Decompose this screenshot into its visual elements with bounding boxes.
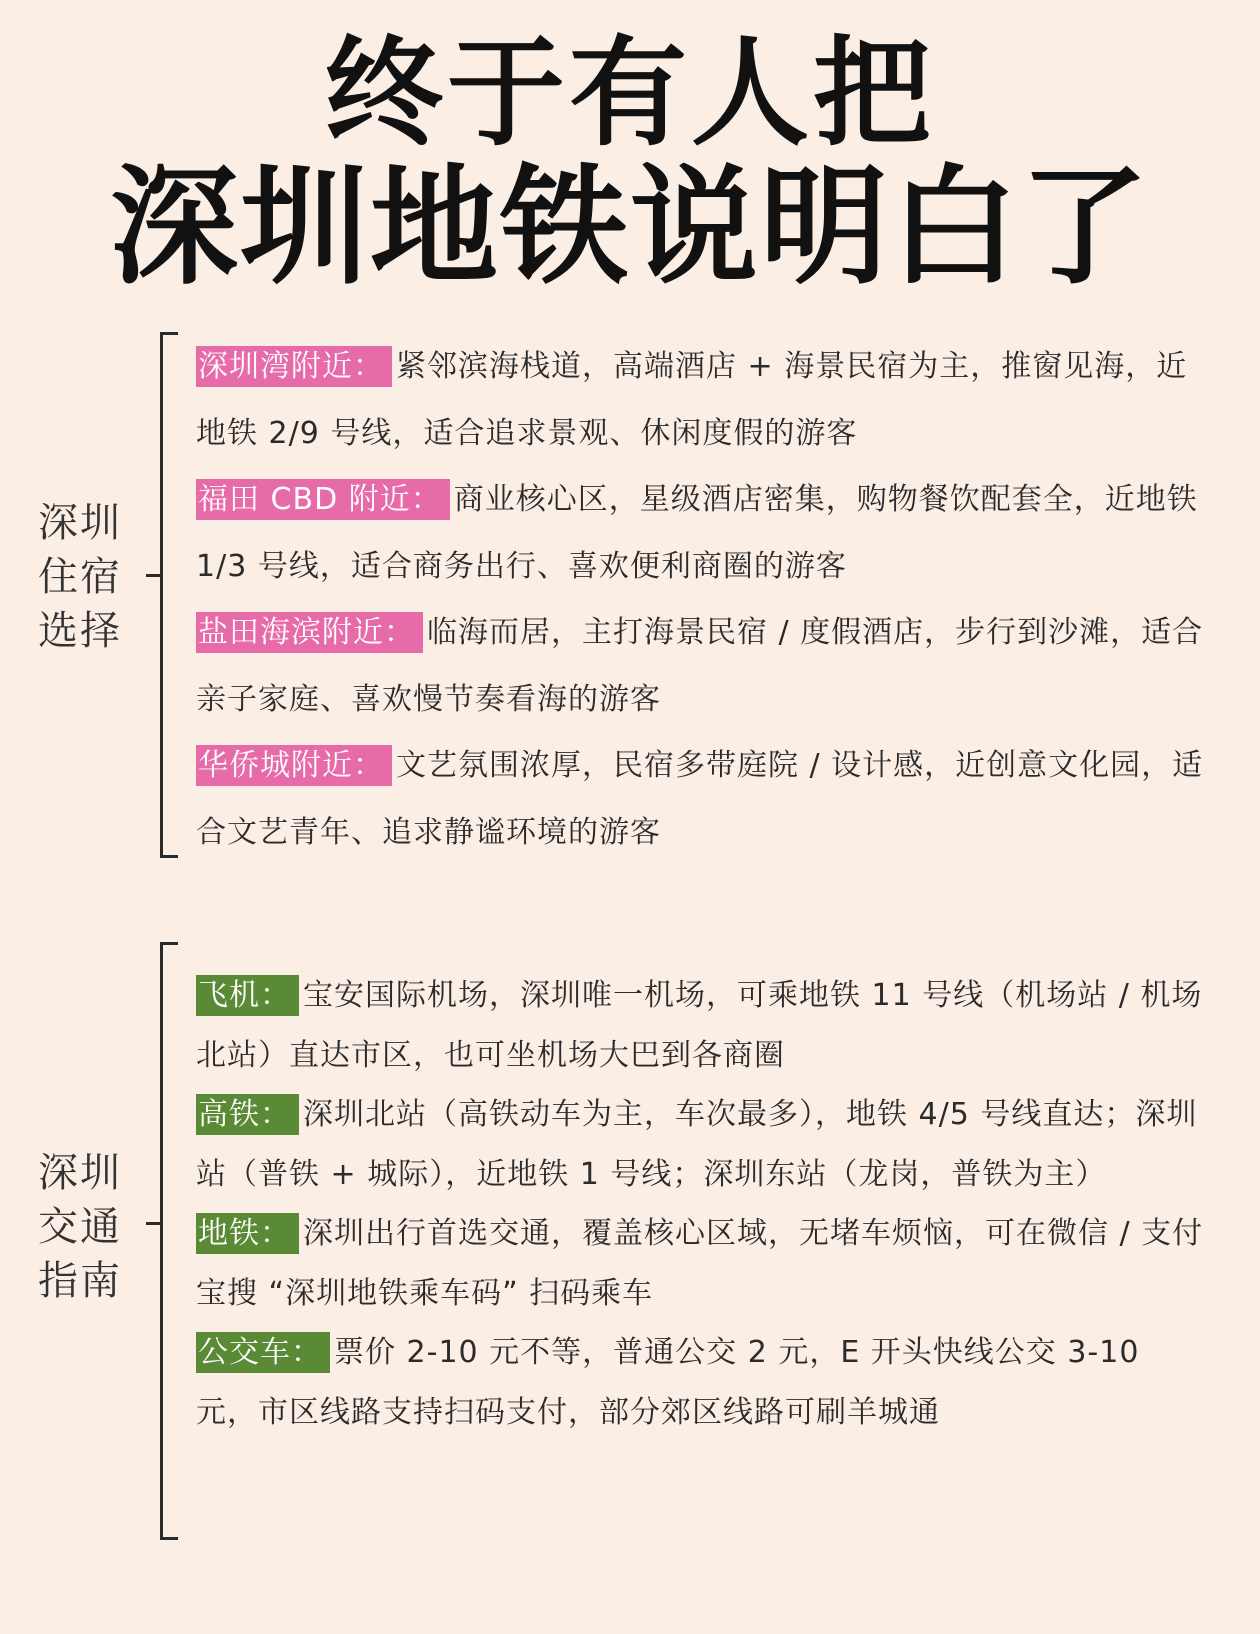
section-label: [38, 1146, 138, 1308]
entry-text: 临海而居，主打海景民宿 / 度假酒店，步行到沙滩，适合亲子家庭、喜欢慢节奏看海的游客: [196, 615, 1204, 717]
entry-tag: 深圳湾附近：: [196, 346, 392, 387]
entry-list: [196, 334, 1206, 866]
section-label-line: 深圳: [38, 500, 122, 546]
bracket-tick: [146, 574, 160, 577]
list-item: [196, 1085, 1206, 1204]
entry-text: 宝安国际机场，深圳唯一机场，可乘地铁 11 号线（机场站 / 机场北站）直达市区，也可坐机场大巴到各商圈: [196, 978, 1203, 1073]
entry-text: 深圳北站（高铁动车为主，车次最多），地铁 4/5 号线直达；深圳站（普铁 + 城际），近地铁 1 号线；深圳东站（龙岗，普铁为主）: [196, 1097, 1198, 1192]
list-item: [196, 467, 1206, 600]
bracket-tick: [146, 1222, 160, 1225]
page-title-line2: 深圳地铁说明白了: [109, 153, 1150, 302]
list-item: [196, 334, 1206, 467]
section-label-line: 交通: [38, 1204, 122, 1250]
section-bracket: [160, 332, 178, 858]
section-label-line: 选择: [38, 608, 122, 654]
section-label-line: 深圳: [38, 1150, 122, 1196]
entry-tag: 盐田海滨附近：: [196, 612, 423, 653]
entry-tag: 飞机：: [196, 975, 299, 1016]
entry-text: 票价 2-10 元不等，普通公交 2 元，E 开头快线公交 3-10 元，市区线路支持扫码支付，部分郊区线路可刷羊城通: [196, 1335, 1140, 1430]
list-item: [196, 966, 1206, 1085]
list-item: [196, 1204, 1206, 1323]
entry-tag: 高铁：: [196, 1094, 299, 1135]
entry-text: 文艺氛围浓厚，民宿多带庭院 / 设计感，近创意文化园，适合文艺青年、追求静谧环境的游客: [196, 748, 1204, 850]
section-label-line: 住宿: [38, 554, 122, 600]
entry-text: 紧邻滨海栈道，高端酒店 + 海景民宿为主，推窗见海，近地铁 2/9 号线，适合追求景观、休闲度假的游客: [196, 349, 1188, 451]
list-item: [196, 600, 1206, 733]
page-title-line1: 终于有人把: [324, 24, 935, 162]
section-bracket: [160, 942, 178, 1540]
entry-tag: 公交车：: [196, 1332, 330, 1373]
list-item: [196, 733, 1206, 866]
entry-tag: 华侨城附近：: [196, 745, 392, 786]
entry-text: 深圳出行首选交通，覆盖核心区域，无堵车烦恼，可在微信 / 支付宝搜 “深圳地铁乘车码” 扫码乘车: [196, 1216, 1204, 1311]
entry-tag: 福田 CBD 附近：: [196, 479, 450, 520]
section-label-line: 指南: [38, 1258, 122, 1304]
entry-text: 商业核心区，星级酒店密集，购物餐饮配套全，近地铁 1/3 号线，适合商务出行、喜欢便利商圈的游客: [196, 482, 1198, 584]
entry-tag: 地铁：: [196, 1213, 299, 1254]
entry-list: [196, 966, 1206, 1442]
section-label: [38, 496, 138, 658]
list-item: [196, 1323, 1206, 1442]
